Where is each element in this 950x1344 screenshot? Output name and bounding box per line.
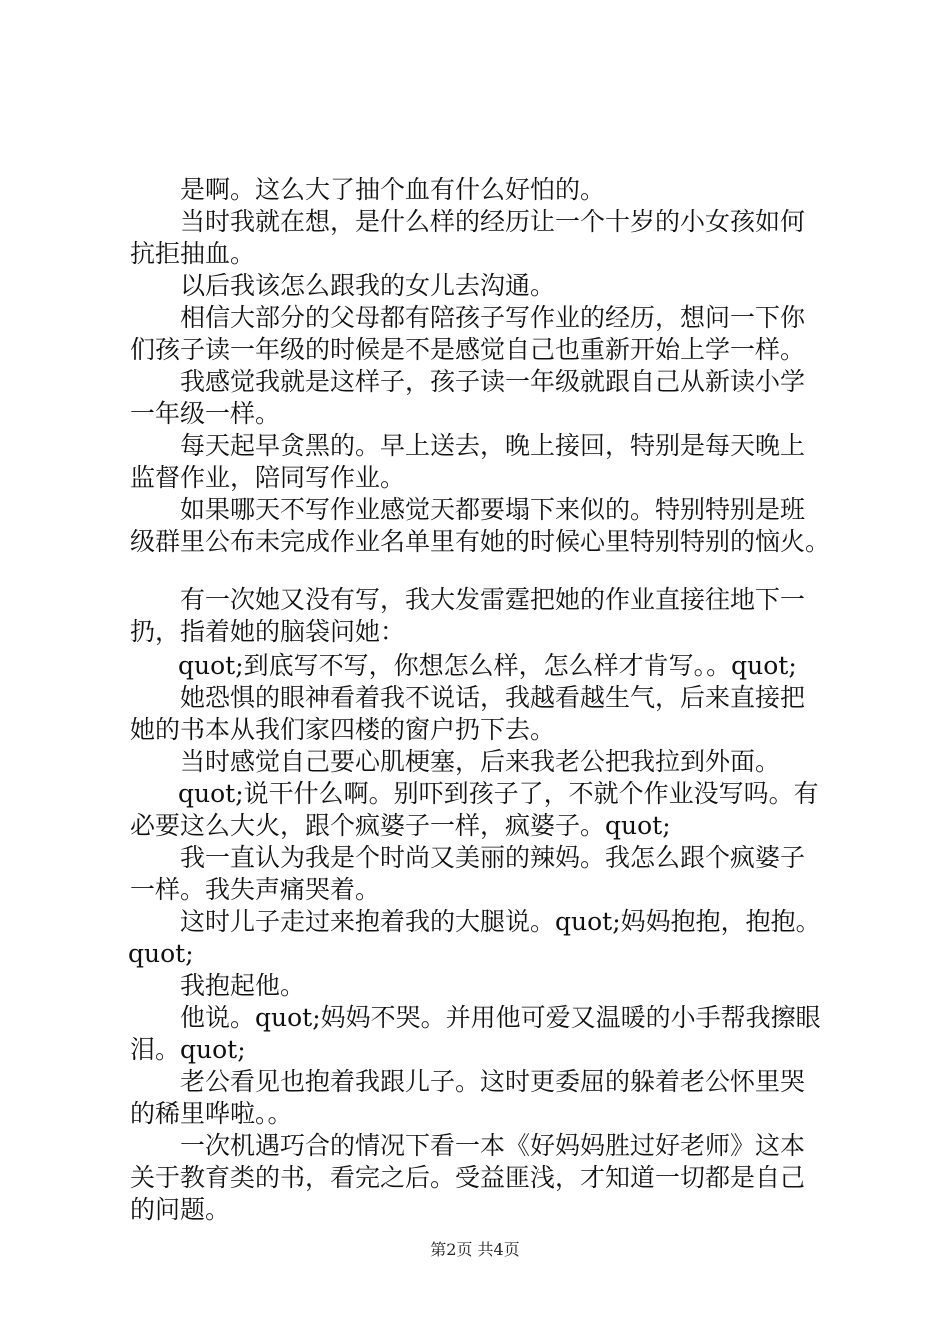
text-line: quot;说干什么啊。别吓到孩子了，不就个作业没写吗。有 [178, 779, 819, 808]
text-line: quot; [128, 939, 194, 968]
text-line: 必要这么大火，跟个疯婆子一样，疯婆子。quot; [130, 811, 671, 840]
text-line: 有一次她又没有写，我大发雷霆把她的作业直接往地下一 [180, 585, 806, 614]
text-line: 他说。quot;妈妈不哭。并用他可爱又温暖的小手帮我擦眼 [180, 1003, 821, 1032]
text-line: 这时儿子走过来抱着我的大腿说。quot;妈妈抱抱，抱抱。 [180, 907, 821, 936]
text-line: 们孩子读一年级的时候是不是感觉自己也重新开始上学一样。 [130, 335, 806, 364]
text-line: quot;到底写不写，你想怎么样，怎么样才肯写。。quot; [178, 651, 797, 680]
text-line: 的问题。 [130, 1195, 231, 1224]
text-line: 一年级一样。 [130, 399, 281, 428]
text-line: 我感觉我就是这样子，孩子读一年级就跟自己从新读小学 [180, 367, 806, 396]
text-line: 相信大部分的父母都有陪孩子写作业的经历，想问一下你 [180, 303, 806, 332]
text-line: 她的书本从我们家四楼的窗户扔下去。 [130, 715, 556, 744]
text-line: 以后我该怎么跟我的女儿去沟通。 [180, 271, 556, 300]
text-line: 我一直认为我是个时尚又美丽的辣妈。我怎么跟个疯婆子 [180, 843, 806, 872]
text-line: 关于教育类的书，看完之后。受益匪浅，才知道一切都是自己 [130, 1163, 806, 1192]
text-line: 老公看见也抱着我跟儿子。这时更委屈的躲着老公怀里哭 [180, 1067, 806, 1096]
text-line: 是啊。这么大了抽个血有什么好怕的。 [180, 175, 606, 204]
text-line: 当时我就在想，是什么样的经历让一个十岁的小女孩如何 [180, 207, 806, 236]
text-line: 一次机遇巧合的情况下看一本《好妈妈胜过好老师》这本 [180, 1131, 806, 1160]
text-line: 抗拒抽血。 [130, 239, 256, 268]
text-line: 当时感觉自己要心肌梗塞，后来我老公把我拉到外面。 [180, 747, 781, 776]
page-number-footer: 第2页 共4页 [430, 1240, 520, 1259]
text-line: 我抱起他。 [180, 971, 306, 1000]
text-line: 级群里公布未完成作业名单里有她的时候心里特别特别的恼火。 [130, 527, 831, 556]
text-line: 如果哪天不写作业感觉天都要塌下来似的。特别特别是班 [180, 495, 806, 524]
text-line: 的稀里哗啦。。 [130, 1099, 293, 1128]
text-line: 每天起早贪黑的。早上送去，晚上接回，特别是每天晚上 [180, 431, 806, 460]
text-line: 扔，指着她的脑袋问她： [130, 617, 406, 646]
text-line: 一样。我失声痛哭着。 [130, 875, 381, 904]
text-line: 她恐惧的眼神看着我不说话，我越看越生气，后来直接把 [180, 683, 806, 712]
text-line: 监督作业，陪同写作业。 [130, 463, 406, 492]
text-line: 泪。quot; [130, 1035, 246, 1064]
